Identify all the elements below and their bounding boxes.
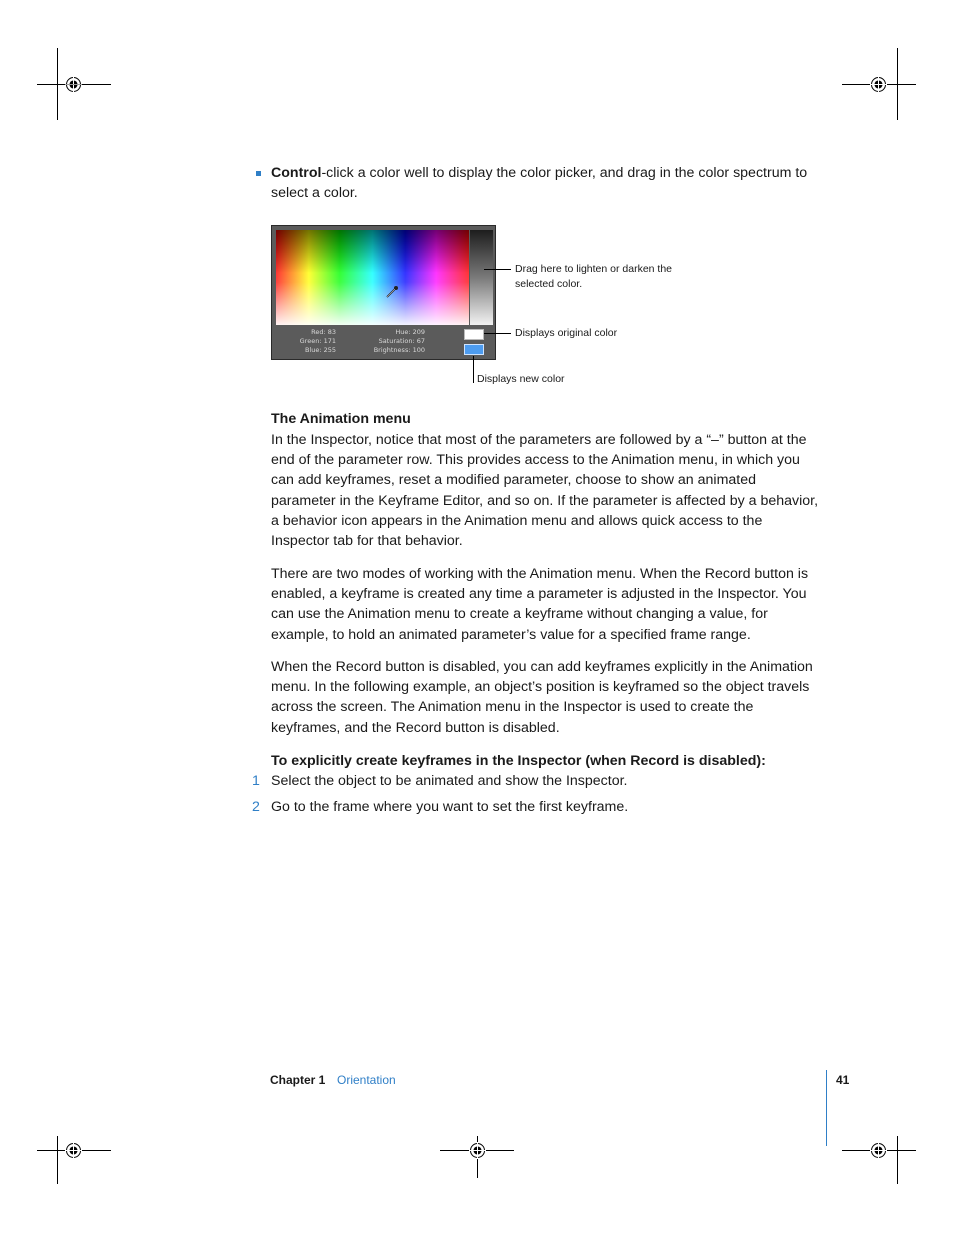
eyedropper-icon — [385, 285, 399, 299]
paragraph-line: enabled, a keyframe is created any time a parameter is adjusted in the Inspector. You — [271, 586, 807, 603]
bullet-square-icon — [256, 171, 261, 176]
paragraph-line: There are two modes of working with the Animation menu. When the Record button is — [271, 566, 809, 582]
step-text: Select the object to be animated and show the Inspector. — [271, 773, 628, 789]
readout-brightness: Brightness: 100 — [373, 346, 425, 354]
paragraph-1 — [271, 430, 841, 551]
bullet-line-1 — [271, 163, 831, 183]
paragraph-3 — [271, 657, 841, 738]
section-heading: The Animation menu — [271, 411, 411, 427]
bullet-bold-lead: Control — [271, 165, 322, 181]
readout-green: Green: 171 — [299, 337, 336, 345]
readout-saturation: Saturation: 67 — [378, 337, 425, 345]
brightness-slider — [470, 230, 493, 325]
readout-hue: Hue: 209 — [395, 328, 425, 336]
task-heading: To explicitly create keyframes in the Inspector (when Record is disabled): — [271, 753, 766, 769]
hsb-readouts — [356, 328, 425, 355]
paragraph-line: across the screen. The Animation menu in the Inspector is used to create the — [271, 699, 754, 716]
page-number: 41 — [836, 1073, 850, 1087]
paragraph-line: example, to hold an animated parameter’s value for a specified frame range. — [271, 626, 751, 643]
new-color-swatch — [464, 344, 484, 355]
color-spectrum — [276, 230, 469, 325]
footer-divider — [826, 1070, 827, 1146]
paragraph-line: can add keyframes, reset a modified parameter, choose to show an animated — [271, 472, 757, 489]
callout-new: Displays new color — [477, 373, 565, 385]
original-color-swatch — [464, 329, 484, 340]
callout-line-original — [484, 333, 511, 334]
callout-brightness-line-1: Drag here to lighten or darken the — [515, 263, 673, 275]
callout-brightness-line-2: selected color. — [515, 278, 583, 290]
step-text: Go to the frame where you want to set the first keyframe. — [271, 799, 629, 815]
color-readouts — [276, 327, 461, 357]
rgb-readouts — [276, 328, 336, 355]
paragraph-line: menu. In the following example, an object’s position is keyframed so the object travels — [271, 679, 810, 696]
paragraph-2 — [271, 564, 841, 645]
step-number: 2 — [252, 799, 260, 815]
bullet-line-1-rest: -click a color well to display the color picker, and drag in the color spectrum to — [321, 165, 808, 181]
step-number: 1 — [252, 773, 260, 789]
paragraph-line: Inspector tab for that behavior. — [271, 533, 463, 550]
readout-red: Red: 83 — [311, 328, 336, 336]
callout-original: Displays original color — [515, 327, 618, 339]
paragraph-line: parameter in the Keyframe Editor, and so on. If the parameter is affected by a behavior, — [271, 492, 819, 509]
readout-blue: Blue: 255 — [304, 346, 336, 354]
paragraph-line: a behavior icon appears in the Animation menu and allows quick access to the — [271, 512, 763, 529]
callout-line-brightness — [484, 269, 511, 270]
callout-brightness — [515, 262, 715, 292]
paragraph-line: In the Inspector, notice that most of the parameters are followed by a “–” button at the — [271, 432, 807, 448]
footer-chapter: Chapter 1 — [270, 1073, 326, 1087]
paragraph-line: When the Record button is disabled, you can add keyframes explicitly in the Animation — [271, 659, 813, 675]
bullet-text — [271, 163, 831, 203]
bullet-line-2: select a color. — [271, 185, 358, 202]
paragraph-line: can use the Animation menu to create a keyframe without changing a value, for — [271, 606, 768, 623]
paragraph-line: keyframes, and the Record button is disabled. — [271, 719, 560, 736]
callout-line-new — [473, 356, 474, 383]
footer-chapter-title: Orientation — [337, 1073, 396, 1087]
paragraph-line: end of the parameter row. This provides access to the Animation menu, in which you — [271, 452, 800, 469]
